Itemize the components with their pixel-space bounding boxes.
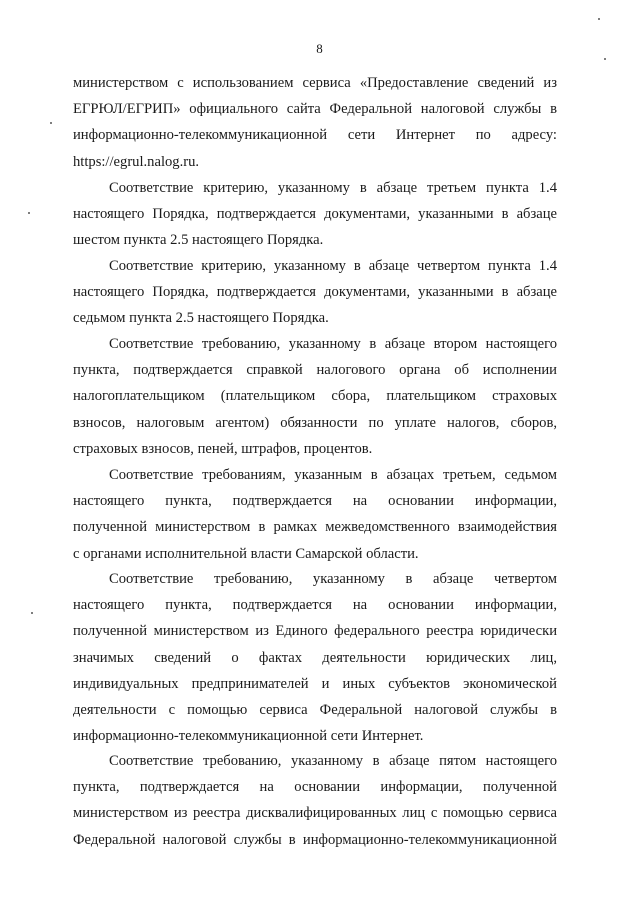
scan-speck <box>28 212 30 214</box>
text-line: информационно-телекоммуникационной сети Интернет. <box>73 728 424 745</box>
paragraph-criterion-fourth <box>73 253 557 332</box>
text-line: взносов, налоговым агентом) обязанности по уплате налогов, сборов, <box>73 414 557 431</box>
scan-speck <box>50 122 52 124</box>
text-line: Соответствие требованиям, указанным в абзацах третьем, седьмом <box>109 467 557 483</box>
text-line: министерством из реестра дисквалифицированных лиц с помощью сервиса <box>73 805 557 822</box>
text-line: значимых сведений о фактах деятельности юридических лиц, <box>73 649 557 666</box>
text-line: информационно-телекоммуникационной сети Интернет по адресу: <box>73 127 557 144</box>
scan-speck <box>31 612 33 614</box>
text-line: страховых взносов, пеней, штрафов, процентов. <box>73 440 373 457</box>
paragraph-requirement-second <box>73 331 557 462</box>
text-line: пункта, подтверждается справкой налогового органа об исполнении <box>73 362 557 379</box>
paragraph-criterion-third <box>73 175 557 254</box>
text-line: Соответствие критерию, указанному в абзаце третьем пункта 1.4 <box>109 180 557 196</box>
scan-speck <box>604 58 606 60</box>
paragraph-requirement-fifth <box>73 748 557 853</box>
text-line: налогоплательщиком (плательщиком сбора, плательщиком страховых <box>73 388 557 405</box>
text-line: Федеральной налоговой службы в информационно-телекоммуникационной <box>73 831 557 848</box>
text-line: настоящего пункта, подтверждается на основании информации, <box>73 597 557 614</box>
text-line: деятельности с помощью сервиса Федеральной налоговой службы в <box>73 701 557 718</box>
text-line: пункта, подтверждается на основании информации, полученной <box>73 779 557 796</box>
text-line: настоящего Порядка, подтверждается документами, указанными в абзаце <box>73 206 557 223</box>
text-line: настоящего пункта, подтверждается на основании информации, <box>73 493 557 510</box>
text-line: Соответствие требованию, указанному в абзаце втором настоящего <box>109 336 557 352</box>
paragraph-requirement-third-seventh <box>73 462 557 567</box>
text-line: министерством с использованием сервиса «Предоставление сведений из <box>73 75 557 91</box>
text-line: настоящего Порядка, подтверждается документами, указанными в абзаце <box>73 284 557 301</box>
text-line: https://egrul.nalog.ru. <box>73 153 200 170</box>
text-line: полученной министерством из Единого федерального реестра юридически <box>73 623 557 640</box>
page-number: 8 <box>316 41 323 56</box>
text-line: индивидуальных предпринимателей и иных субъектов экономической <box>73 675 557 692</box>
text-line: Соответствие требованию, указанному в абзаце четвертом <box>109 571 557 587</box>
text-line: ЕГРЮЛ/ЕГРИП» официального сайта Федеральной налоговой службы в <box>73 101 557 118</box>
text-line: седьмом пункта 2.5 настоящего Порядка. <box>73 310 329 327</box>
text-line: полученной министерством в рамках межведомственного взаимодействия <box>73 519 557 536</box>
paragraph-requirement-fourth <box>73 566 557 749</box>
text-line: с органами исполнительной власти Самарской области. <box>73 545 419 562</box>
text-line: шестом пункта 2.5 настоящего Порядка. <box>73 232 324 249</box>
scan-speck <box>598 18 600 20</box>
text-line: Соответствие требованию, указанному в абзаце пятом настоящего <box>109 753 557 769</box>
paragraph-egrul-service <box>73 70 557 175</box>
text-line: Соответствие критерию, указанному в абзаце четвертом пункта 1.4 <box>109 258 557 274</box>
